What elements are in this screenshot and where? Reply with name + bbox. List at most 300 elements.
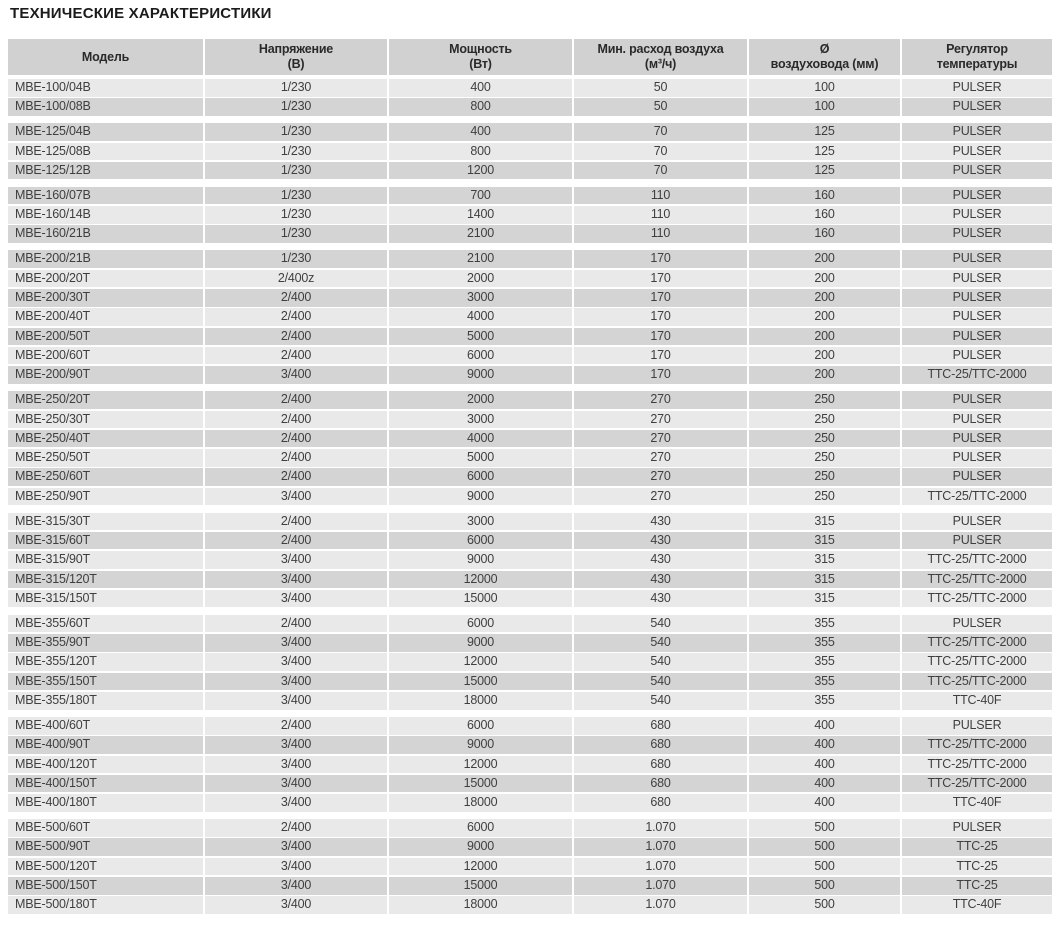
- header-cell-power: [389, 39, 572, 75]
- regulator-cell: PULSER: [902, 123, 1052, 141]
- power-cell: 18000: [389, 794, 572, 812]
- model-cell: MBE-315/150T: [8, 590, 203, 608]
- airflow-cell: 70: [574, 143, 747, 161]
- power-cell: 2000: [389, 391, 572, 409]
- airflow-cell: 270: [574, 449, 747, 467]
- table-row: [8, 328, 1052, 346]
- power-cell: 4000: [389, 430, 572, 448]
- regulator-cell: PULSER: [902, 430, 1052, 448]
- diameter-cell: 400: [749, 775, 900, 793]
- airflow-cell: 430: [574, 551, 747, 569]
- power-cell: 12000: [389, 858, 572, 876]
- regulator-cell: PULSER: [902, 98, 1052, 116]
- model-cell: MBE-250/30T: [8, 411, 203, 429]
- airflow-cell: 110: [574, 187, 747, 205]
- airflow-cell: 270: [574, 411, 747, 429]
- table-row: [8, 123, 1052, 141]
- table-row: [8, 692, 1052, 710]
- voltage-cell: 3/400: [205, 634, 387, 652]
- regulator-cell: TTC-25/TTC-2000: [902, 551, 1052, 569]
- power-cell: 18000: [389, 692, 572, 710]
- power-cell: 4000: [389, 308, 572, 326]
- table-row: [8, 877, 1052, 895]
- voltage-cell: 1/230: [205, 187, 387, 205]
- header-label: Модель: [81, 49, 130, 64]
- header-sublabel: (Вт): [469, 57, 492, 71]
- table-row: [8, 736, 1052, 754]
- regulator-cell: PULSER: [902, 615, 1052, 633]
- header-label: Регулятор: [946, 42, 1008, 56]
- model-cell: MBE-355/90T: [8, 634, 203, 652]
- model-cell: MBE-200/20T: [8, 270, 203, 288]
- power-cell: 6000: [389, 347, 572, 365]
- voltage-cell: 3/400: [205, 692, 387, 710]
- power-cell: 5000: [389, 449, 572, 467]
- airflow-cell: 170: [574, 366, 747, 384]
- table-row: [8, 391, 1052, 409]
- voltage-cell: 1/230: [205, 79, 387, 97]
- table-row: [8, 571, 1052, 589]
- diameter-cell: 355: [749, 673, 900, 691]
- regulator-cell: TTC-25/TTC-2000: [902, 634, 1052, 652]
- power-cell: 9000: [389, 634, 572, 652]
- airflow-cell: 680: [574, 756, 747, 774]
- voltage-cell: 3/400: [205, 366, 387, 384]
- model-cell: MBE-100/04B: [8, 79, 203, 97]
- diameter-cell: 315: [749, 551, 900, 569]
- power-cell: 18000: [389, 896, 572, 914]
- regulator-cell: TTC-40F: [902, 692, 1052, 710]
- voltage-cell: 2/400: [205, 819, 387, 837]
- regulator-cell: TTC-25/TTC-2000: [902, 366, 1052, 384]
- voltage-cell: 1/230: [205, 206, 387, 224]
- table-row: [8, 79, 1052, 97]
- header-cell-diameter: [749, 39, 900, 75]
- model-cell: MBE-355/150T: [8, 673, 203, 691]
- airflow-cell: 680: [574, 736, 747, 754]
- table-row: [8, 308, 1052, 326]
- header-cell-voltage: [205, 39, 387, 75]
- diameter-cell: 355: [749, 615, 900, 633]
- regulator-cell: PULSER: [902, 468, 1052, 486]
- regulator-cell: PULSER: [902, 532, 1052, 550]
- airflow-cell: 430: [574, 571, 747, 589]
- model-cell: MBE-200/30T: [8, 289, 203, 307]
- page-title: ТЕХНИЧЕСКИЕ ХАРАКТЕРИСТИКИ: [10, 5, 272, 22]
- table-row: [8, 775, 1052, 793]
- airflow-cell: 50: [574, 98, 747, 116]
- regulator-cell: TTC-25/TTC-2000: [902, 756, 1052, 774]
- regulator-cell: PULSER: [902, 819, 1052, 837]
- airflow-cell: 540: [574, 692, 747, 710]
- table-row: [8, 513, 1052, 531]
- diameter-cell: 250: [749, 391, 900, 409]
- model-cell: MBE-400/90T: [8, 736, 203, 754]
- regulator-cell: PULSER: [902, 717, 1052, 735]
- power-cell: 3000: [389, 411, 572, 429]
- table-row: [8, 838, 1052, 856]
- power-cell: 15000: [389, 590, 572, 608]
- regulator-cell: TTC-25: [902, 838, 1052, 856]
- table-header: [8, 39, 1052, 75]
- model-cell: MBE-125/12B: [8, 162, 203, 180]
- diameter-cell: 355: [749, 634, 900, 652]
- power-cell: 9000: [389, 838, 572, 856]
- regulator-cell: TTC-40F: [902, 896, 1052, 914]
- regulator-cell: PULSER: [902, 79, 1052, 97]
- diameter-cell: 200: [749, 250, 900, 268]
- diameter-cell: 315: [749, 571, 900, 589]
- diameter-cell: 500: [749, 819, 900, 837]
- airflow-cell: 430: [574, 513, 747, 531]
- table-row: [8, 449, 1052, 467]
- power-cell: 12000: [389, 653, 572, 671]
- header-sublabel: воздуховода (мм): [770, 57, 879, 71]
- voltage-cell: 2/400: [205, 289, 387, 307]
- model-cell: MBE-315/120T: [8, 571, 203, 589]
- airflow-cell: 270: [574, 391, 747, 409]
- voltage-cell: 2/400: [205, 615, 387, 633]
- airflow-cell: 170: [574, 347, 747, 365]
- airflow-cell: 1.070: [574, 877, 747, 895]
- header-label: Напряжение: [258, 42, 334, 56]
- airflow-cell: 110: [574, 225, 747, 243]
- regulator-cell: PULSER: [902, 328, 1052, 346]
- voltage-cell: 3/400: [205, 858, 387, 876]
- model-cell: MBE-125/08B: [8, 143, 203, 161]
- regulator-cell: TTC-25/TTC-2000: [902, 488, 1052, 506]
- table-row: [8, 794, 1052, 812]
- diameter-cell: 250: [749, 468, 900, 486]
- model-cell: MBE-400/120T: [8, 756, 203, 774]
- table-row: [8, 411, 1052, 429]
- table-row: [8, 162, 1052, 180]
- voltage-cell: 2/400: [205, 308, 387, 326]
- power-cell: 12000: [389, 571, 572, 589]
- header-cell-regulator: [902, 39, 1052, 75]
- airflow-cell: 540: [574, 634, 747, 652]
- power-cell: 9000: [389, 736, 572, 754]
- regulator-cell: PULSER: [902, 270, 1052, 288]
- model-cell: MBE-400/60T: [8, 717, 203, 735]
- regulator-cell: TTC-25/TTC-2000: [902, 736, 1052, 754]
- diameter-cell: 250: [749, 488, 900, 506]
- diameter-cell: 400: [749, 756, 900, 774]
- power-cell: 6000: [389, 468, 572, 486]
- model-cell: MBE-315/90T: [8, 551, 203, 569]
- table-row: [8, 551, 1052, 569]
- diameter-cell: 500: [749, 838, 900, 856]
- voltage-cell: 2/400: [205, 391, 387, 409]
- table-row: [8, 653, 1052, 671]
- airflow-cell: 1.070: [574, 819, 747, 837]
- airflow-cell: 1.070: [574, 838, 747, 856]
- voltage-cell: 3/400: [205, 488, 387, 506]
- power-cell: 2000: [389, 270, 572, 288]
- airflow-cell: 430: [574, 532, 747, 550]
- diameter-cell: 400: [749, 717, 900, 735]
- model-cell: MBE-250/40T: [8, 430, 203, 448]
- header-sublabel: (м³/ч): [644, 57, 677, 71]
- model-cell: MBE-125/04B: [8, 123, 203, 141]
- power-cell: 9000: [389, 488, 572, 506]
- table-row: [8, 143, 1052, 161]
- table-row: [8, 270, 1052, 288]
- regulator-cell: TTC-25/TTC-2000: [902, 653, 1052, 671]
- power-cell: 12000: [389, 756, 572, 774]
- power-cell: 800: [389, 143, 572, 161]
- voltage-cell: 2/400: [205, 411, 387, 429]
- header-sublabel: (В): [287, 57, 305, 71]
- regulator-cell: PULSER: [902, 225, 1052, 243]
- airflow-cell: 170: [574, 289, 747, 307]
- diameter-cell: 400: [749, 794, 900, 812]
- table-row: [8, 858, 1052, 876]
- diameter-cell: 200: [749, 289, 900, 307]
- diameter-cell: 160: [749, 187, 900, 205]
- power-cell: 1400: [389, 206, 572, 224]
- diameter-cell: 500: [749, 877, 900, 895]
- header-label: Мин. расход воздуха: [597, 42, 724, 56]
- voltage-cell: 3/400: [205, 756, 387, 774]
- table-row: [8, 673, 1052, 691]
- power-cell: 15000: [389, 775, 572, 793]
- diameter-cell: 125: [749, 123, 900, 141]
- power-cell: 9000: [389, 366, 572, 384]
- model-cell: MBE-500/120T: [8, 858, 203, 876]
- header-label: Мощность: [449, 42, 512, 56]
- voltage-cell: 2/400z: [205, 270, 387, 288]
- model-cell: MBE-500/180T: [8, 896, 203, 914]
- power-cell: 700: [389, 187, 572, 205]
- header-cell-airflow: [574, 39, 747, 75]
- table-row: [8, 896, 1052, 914]
- airflow-cell: 50: [574, 79, 747, 97]
- power-cell: 3000: [389, 513, 572, 531]
- power-cell: 400: [389, 79, 572, 97]
- power-cell: 15000: [389, 673, 572, 691]
- model-cell: MBE-315/60T: [8, 532, 203, 550]
- model-cell: MBE-100/08B: [8, 98, 203, 116]
- table-row: [8, 468, 1052, 486]
- diameter-cell: 315: [749, 513, 900, 531]
- regulator-cell: PULSER: [902, 513, 1052, 531]
- model-cell: MBE-250/60T: [8, 468, 203, 486]
- voltage-cell: 3/400: [205, 653, 387, 671]
- airflow-cell: 540: [574, 653, 747, 671]
- model-cell: MBE-200/21B: [8, 250, 203, 268]
- regulator-cell: TTC-25/TTC-2000: [902, 571, 1052, 589]
- voltage-cell: 1/230: [205, 162, 387, 180]
- diameter-cell: 315: [749, 532, 900, 550]
- regulator-cell: PULSER: [902, 206, 1052, 224]
- voltage-cell: 3/400: [205, 877, 387, 895]
- voltage-cell: 2/400: [205, 468, 387, 486]
- airflow-cell: 170: [574, 250, 747, 268]
- spec-table: [8, 39, 1052, 914]
- power-cell: 2100: [389, 225, 572, 243]
- voltage-cell: 1/230: [205, 250, 387, 268]
- table-row: [8, 430, 1052, 448]
- table-row: [8, 532, 1052, 550]
- power-cell: 5000: [389, 328, 572, 346]
- model-cell: MBE-200/40T: [8, 308, 203, 326]
- airflow-cell: 110: [574, 206, 747, 224]
- diameter-cell: 200: [749, 366, 900, 384]
- voltage-cell: 3/400: [205, 673, 387, 691]
- table-row: [8, 590, 1052, 608]
- table-row: [8, 98, 1052, 116]
- diameter-cell: 500: [749, 896, 900, 914]
- regulator-cell: TTC-25: [902, 858, 1052, 876]
- voltage-cell: 3/400: [205, 571, 387, 589]
- diameter-cell: 125: [749, 143, 900, 161]
- power-cell: 400: [389, 123, 572, 141]
- table-body: [8, 79, 1052, 914]
- model-cell: MBE-400/150T: [8, 775, 203, 793]
- diameter-cell: 100: [749, 98, 900, 116]
- header-cell-model: [8, 39, 203, 75]
- regulator-cell: TTC-25/TTC-2000: [902, 590, 1052, 608]
- diameter-cell: 200: [749, 328, 900, 346]
- regulator-cell: PULSER: [902, 411, 1052, 429]
- voltage-cell: 3/400: [205, 794, 387, 812]
- diameter-cell: 355: [749, 653, 900, 671]
- regulator-cell: TTC-25/TTC-2000: [902, 673, 1052, 691]
- airflow-cell: 680: [574, 775, 747, 793]
- power-cell: 3000: [389, 289, 572, 307]
- model-cell: MBE-500/60T: [8, 819, 203, 837]
- regulator-cell: TTC-40F: [902, 794, 1052, 812]
- model-cell: MBE-250/50T: [8, 449, 203, 467]
- airflow-cell: 540: [574, 673, 747, 691]
- table-row: [8, 756, 1052, 774]
- power-cell: 6000: [389, 717, 572, 735]
- regulator-cell: TTC-25: [902, 877, 1052, 895]
- model-cell: MBE-355/60T: [8, 615, 203, 633]
- airflow-cell: 540: [574, 615, 747, 633]
- diameter-cell: 250: [749, 430, 900, 448]
- airflow-cell: 680: [574, 794, 747, 812]
- regulator-cell: PULSER: [902, 250, 1052, 268]
- voltage-cell: 2/400: [205, 532, 387, 550]
- voltage-cell: 2/400: [205, 449, 387, 467]
- table-row: [8, 615, 1052, 633]
- table-row: [8, 250, 1052, 268]
- voltage-cell: 1/230: [205, 143, 387, 161]
- voltage-cell: 3/400: [205, 551, 387, 569]
- diameter-cell: 250: [749, 449, 900, 467]
- model-cell: MBE-250/90T: [8, 488, 203, 506]
- voltage-cell: 3/400: [205, 736, 387, 754]
- regulator-cell: PULSER: [902, 449, 1052, 467]
- power-cell: 15000: [389, 877, 572, 895]
- airflow-cell: 270: [574, 468, 747, 486]
- voltage-cell: 1/230: [205, 225, 387, 243]
- model-cell: MBE-500/90T: [8, 838, 203, 856]
- diameter-cell: 200: [749, 347, 900, 365]
- power-cell: 6000: [389, 615, 572, 633]
- model-cell: MBE-400/180T: [8, 794, 203, 812]
- table-row: [8, 206, 1052, 224]
- diameter-cell: 200: [749, 308, 900, 326]
- regulator-cell: PULSER: [902, 162, 1052, 180]
- voltage-cell: 2/400: [205, 717, 387, 735]
- airflow-cell: 170: [574, 328, 747, 346]
- table-row: [8, 347, 1052, 365]
- voltage-cell: 1/230: [205, 123, 387, 141]
- power-cell: 6000: [389, 532, 572, 550]
- airflow-cell: 70: [574, 123, 747, 141]
- airflow-cell: 270: [574, 430, 747, 448]
- regulator-cell: PULSER: [902, 347, 1052, 365]
- diameter-cell: 200: [749, 270, 900, 288]
- power-cell: 6000: [389, 819, 572, 837]
- airflow-cell: 270: [574, 488, 747, 506]
- diameter-cell: 500: [749, 858, 900, 876]
- voltage-cell: 1/230: [205, 98, 387, 116]
- regulator-cell: TTC-25/TTC-2000: [902, 775, 1052, 793]
- voltage-cell: 2/400: [205, 328, 387, 346]
- diameter-cell: 125: [749, 162, 900, 180]
- voltage-cell: 3/400: [205, 838, 387, 856]
- table-row: [8, 289, 1052, 307]
- airflow-cell: 1.070: [574, 896, 747, 914]
- model-cell: MBE-200/50T: [8, 328, 203, 346]
- airflow-cell: 170: [574, 308, 747, 326]
- table-row: [8, 225, 1052, 243]
- diameter-cell: 160: [749, 225, 900, 243]
- power-cell: 1200: [389, 162, 572, 180]
- diameter-icon: Ø: [819, 42, 830, 56]
- table-row: [8, 488, 1052, 506]
- regulator-cell: PULSER: [902, 308, 1052, 326]
- table-row: [8, 366, 1052, 384]
- diameter-cell: 315: [749, 590, 900, 608]
- airflow-cell: 70: [574, 162, 747, 180]
- table-row: [8, 819, 1052, 837]
- model-cell: MBE-200/60T: [8, 347, 203, 365]
- header-sublabel: температуры: [936, 57, 1018, 71]
- airflow-cell: 1.070: [574, 858, 747, 876]
- diameter-cell: 355: [749, 692, 900, 710]
- model-cell: MBE-355/120T: [8, 653, 203, 671]
- power-cell: 2100: [389, 250, 572, 268]
- voltage-cell: 3/400: [205, 590, 387, 608]
- diameter-cell: 250: [749, 411, 900, 429]
- model-cell: MBE-160/14B: [8, 206, 203, 224]
- regulator-cell: PULSER: [902, 187, 1052, 205]
- regulator-cell: PULSER: [902, 289, 1052, 307]
- airflow-cell: 170: [574, 270, 747, 288]
- airflow-cell: 430: [574, 590, 747, 608]
- diameter-cell: 160: [749, 206, 900, 224]
- voltage-cell: 3/400: [205, 775, 387, 793]
- table-row: [8, 634, 1052, 652]
- model-cell: MBE-500/150T: [8, 877, 203, 895]
- regulator-cell: PULSER: [902, 391, 1052, 409]
- model-cell: MBE-160/21B: [8, 225, 203, 243]
- model-cell: MBE-200/90T: [8, 366, 203, 384]
- airflow-cell: 680: [574, 717, 747, 735]
- regulator-cell: PULSER: [902, 143, 1052, 161]
- voltage-cell: 2/400: [205, 347, 387, 365]
- diameter-cell: 100: [749, 79, 900, 97]
- voltage-cell: 2/400: [205, 430, 387, 448]
- table-row: [8, 187, 1052, 205]
- power-cell: 9000: [389, 551, 572, 569]
- model-cell: MBE-315/30T: [8, 513, 203, 531]
